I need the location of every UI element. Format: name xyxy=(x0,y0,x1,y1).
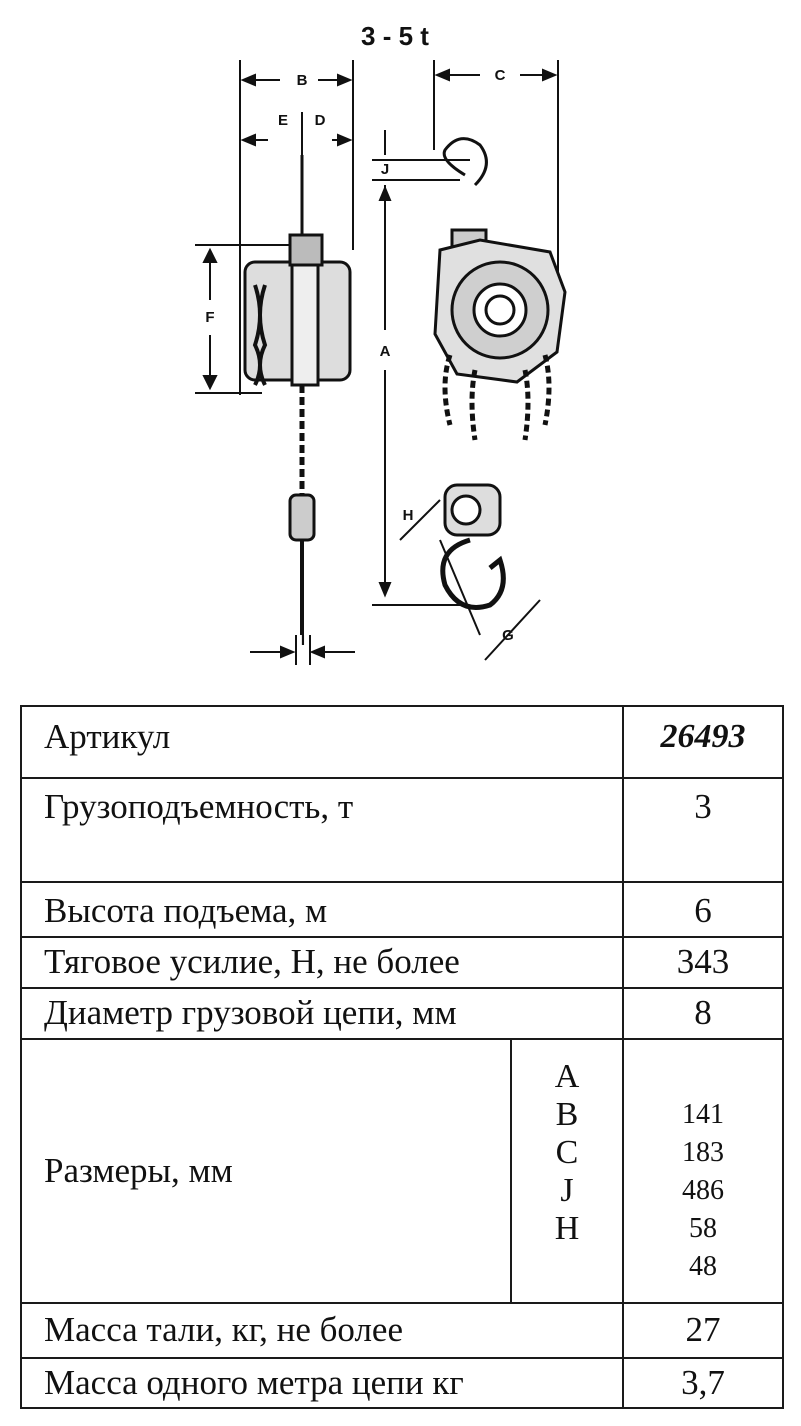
label-a: A xyxy=(379,343,391,360)
table-row xyxy=(21,988,783,1039)
label-e: E xyxy=(277,112,289,129)
row-value: 3 xyxy=(623,778,783,882)
table-row xyxy=(21,706,783,778)
label-g: G xyxy=(502,627,514,644)
dimensions-row xyxy=(21,1039,783,1303)
dimensions-label: Размеры, мм xyxy=(21,1039,511,1303)
row-label: Масса одного метра цепи кг xyxy=(21,1358,623,1408)
label-d: D xyxy=(314,112,326,129)
row-label: Высота подъема, м xyxy=(21,882,623,937)
dimension-value: 141 xyxy=(682,1099,724,1130)
label-c: C xyxy=(494,67,506,84)
dimension-value: 48 xyxy=(689,1251,717,1282)
dimension-value: 183 xyxy=(682,1137,724,1168)
row-label: Тяговое усилие, Н, не более xyxy=(21,937,623,988)
diagram-title: 3 - 5 t xyxy=(361,21,429,51)
label-i: I xyxy=(300,632,306,649)
row-label: Грузоподъемность, т xyxy=(21,778,623,882)
table-row xyxy=(21,882,783,937)
side-view-hoist xyxy=(245,155,350,635)
dimension-values xyxy=(623,1039,783,1303)
row-value: 3,7 xyxy=(623,1358,783,1408)
dimension-letter: H xyxy=(554,1210,580,1247)
row-label: Масса тали, кг, не более xyxy=(21,1303,623,1358)
dimension-letter: J xyxy=(560,1172,574,1209)
dimension-value: 486 xyxy=(682,1175,724,1206)
row-label: Артикул xyxy=(21,706,623,778)
row-value: 26493 xyxy=(623,706,783,778)
label-b: B xyxy=(296,72,308,89)
row-label: Диаметр грузовой цепи, мм xyxy=(21,988,623,1039)
label-h: H xyxy=(402,507,414,524)
label-f: F xyxy=(205,309,215,326)
dimension-letters xyxy=(511,1039,623,1303)
label-j: J xyxy=(380,161,390,178)
spec-table xyxy=(20,705,784,1409)
hoist-drawing xyxy=(0,0,801,690)
row-value: 27 xyxy=(623,1303,783,1358)
bottom-hook xyxy=(443,485,504,608)
row-value: 343 xyxy=(623,937,783,988)
row-value: 8 xyxy=(623,988,783,1039)
row-value: 6 xyxy=(623,882,783,937)
dimension-letter: C xyxy=(555,1134,579,1171)
dimension-letter: A xyxy=(554,1058,580,1095)
table-row xyxy=(21,1358,783,1408)
dimension-value: 58 xyxy=(689,1213,717,1244)
hoist-diagram xyxy=(0,0,801,690)
table-row xyxy=(21,778,783,882)
values-stack xyxy=(624,1040,782,1286)
table-row xyxy=(21,1303,783,1358)
front-view-hoist xyxy=(435,139,565,440)
table-row xyxy=(21,937,783,988)
dimension-letter: B xyxy=(555,1096,579,1133)
letters-stack xyxy=(512,1040,622,1248)
